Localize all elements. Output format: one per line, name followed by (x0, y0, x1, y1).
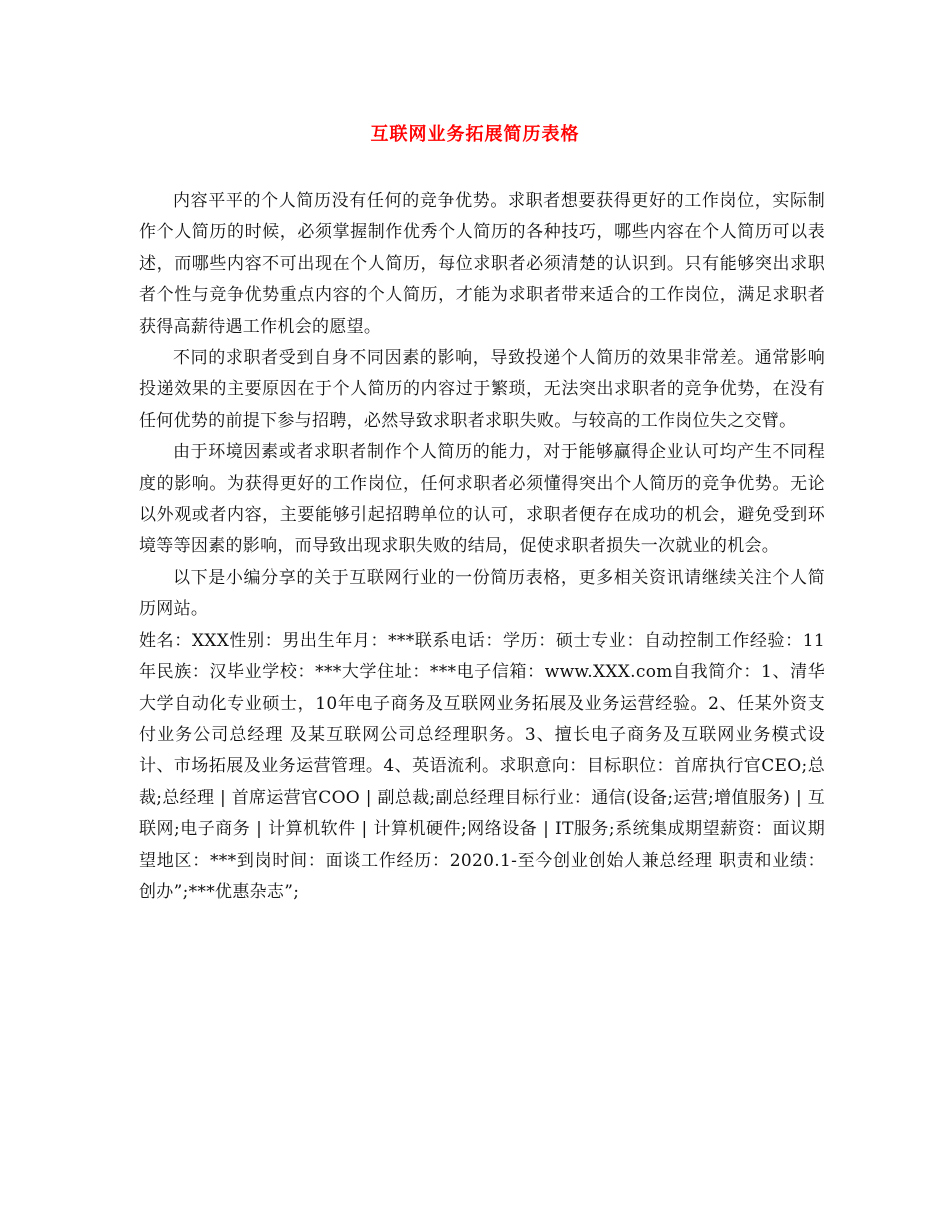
paragraph-3: 由于环境因素或者求职者制作个人简历的能力，对于能够赢得企业认可均产生不同程度的影响。为获得更好的工作岗位，任何求职者必须懂得突出个人简历的竞争优势。无论以外观或者内容，主要能够引起招聘单位的认可，求职者便存在成功的机会，避免受到环境等等因素的影响，而导致出现求职失败的结局，促使求职者损失一次就业的机会。 (139, 442, 825, 557)
resume-details: 姓名：XXX性别：男出生年月：***联系电话：学历：硕士专业：自动控制工作经验：11年民族：汉毕业学校：***大学住址：***电子信箱：www.XXX.com自我简介：1、清华大学自动化专业硕士，10年电子商务及互联网业务拓展及业务运营经验。2、任某外资支付业务公司总经理 及某互联网公司总经理职务。3、擅长电子商务及互联网业务模式设计、市场拓展及业务运营管理。4、英语流利。求职意向：目标职位：首席执行官CEO;总裁;总经理 | 首席运营官COO | 副总裁;副总经理目标行业：通信(设备;运营;增值服务) | 互联网;电子商务 | 计算机软件 | 计算机硬件;网络设备 | IT服务;系统集成期望薪资：面议期望地区：***到岗时间：面谈工作经历：2020.1-至今创业创始人兼总经理 职责和业绩：创办”;***优惠杂志”; (139, 630, 825, 902)
paragraph-4: 以下是小编分享的关于互联网行业的一份简历表格，更多相关资讯请继续关注个人简历网站。 (139, 567, 825, 620)
document-body (139, 186, 825, 908)
paragraph-2: 不同的求职者受到自身不同因素的影响，导致投递个人简历的效果非常差。通常影响投递效果的主要原因在于个人简历的内容过于繁琐，无法突出求职者的竞争优势，在没有任何优势的前提下参与招聘，必然导致求职者求职失败。与较高的工作岗位失之交臂。 (139, 348, 825, 431)
document-title: 互联网业务拓展简历表格 (370, 124, 580, 145)
paragraph-1: 内容平平的个人简历没有任何的竞争优势。求职者想要获得更好的工作岗位，实际制作个人简历的时候，必须掌握制作优秀个人简历的各种技巧，哪些内容在个人简历可以表述，而哪些内容不可出现在个人简历，每位求职者必须清楚的认识到。只有能够突出求职者个性与竞争优势重点内容的个人简历，才能为求职者带来适合的工作岗位，满足求职者获得高薪待遇工作机会的愿望。 (139, 191, 825, 337)
